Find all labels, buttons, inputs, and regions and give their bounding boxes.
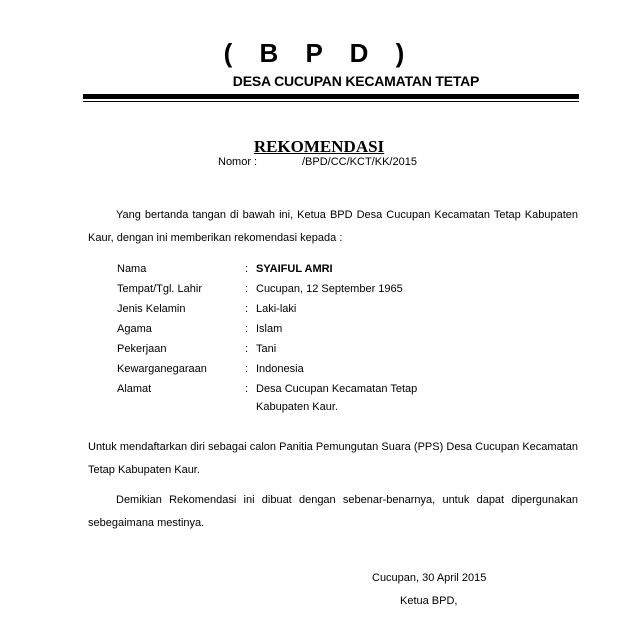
number-value: /BPD/CC/KCT/KK/2015 [302, 156, 417, 168]
purpose-text: Untuk mendaftarkan diri sebagai calon Panitia Pemungutan Suara (PPS) Desa Cucupan Kecamatan Tetap Kabupaten Kaur. [88, 441, 578, 476]
detail-value: Islam [256, 323, 283, 335]
detail-label: Pekerjaan [117, 343, 167, 355]
detail-colon: : [245, 323, 249, 335]
header-rule-thick [83, 94, 579, 99]
detail-colon: : [245, 263, 249, 275]
detail-value: Cucupan, 12 September 1965 [256, 283, 403, 295]
address-line-2: Kabupaten Kaur. [256, 401, 338, 413]
detail-colon: : [245, 363, 249, 375]
detail-value: Indonesia [256, 363, 304, 375]
detail-value: Laki-laki [256, 303, 297, 315]
signer-title: Ketua BPD, [400, 595, 458, 607]
detail-colon: : [245, 383, 249, 395]
intro-paragraph [88, 204, 578, 250]
intro-text: Yang bertanda tangan di bawah ini, Ketua BPD Desa Cucupan Kecamatan Tetap Kabupaten Kaur, dengan ini memberikan rekomendasi kepada : [88, 209, 578, 244]
detail-colon: : [245, 343, 249, 355]
purpose-paragraph [88, 436, 578, 482]
detail-value: Tani [256, 343, 277, 355]
detail-label: Tempat/Tgl. Lahir [117, 283, 202, 295]
detail-colon: : [245, 283, 249, 295]
detail-label: Jenis Kelamin [117, 303, 186, 315]
place-date: Cucupan, 30 April 2015 [372, 572, 487, 584]
detail-value: SYAIFUL AMRI [256, 263, 333, 275]
detail-label: Agama [117, 323, 152, 335]
detail-colon: : [245, 303, 249, 315]
document-title: REKOMENDASI [253, 137, 385, 156]
closing-text: Demikian Rekomendasi ini dibuat dengan sebenar-benarnya, untuk dapat dipergunakan sebegaimana mestinya. [88, 494, 578, 529]
detail-label: Nama [117, 263, 147, 275]
village-heading: DESA CUCUPAN KECAMATAN TETAP [232, 73, 480, 89]
header-rule-thin [83, 101, 579, 102]
detail-label: Alamat [117, 383, 152, 395]
organization-heading: ( B P D ) [223, 38, 415, 68]
detail-value: Desa Cucupan Kecamatan Tetap [256, 383, 418, 395]
detail-label: Kewarganegaraan [117, 363, 207, 375]
closing-paragraph [88, 489, 578, 535]
number-label: Nomor : [218, 156, 258, 168]
